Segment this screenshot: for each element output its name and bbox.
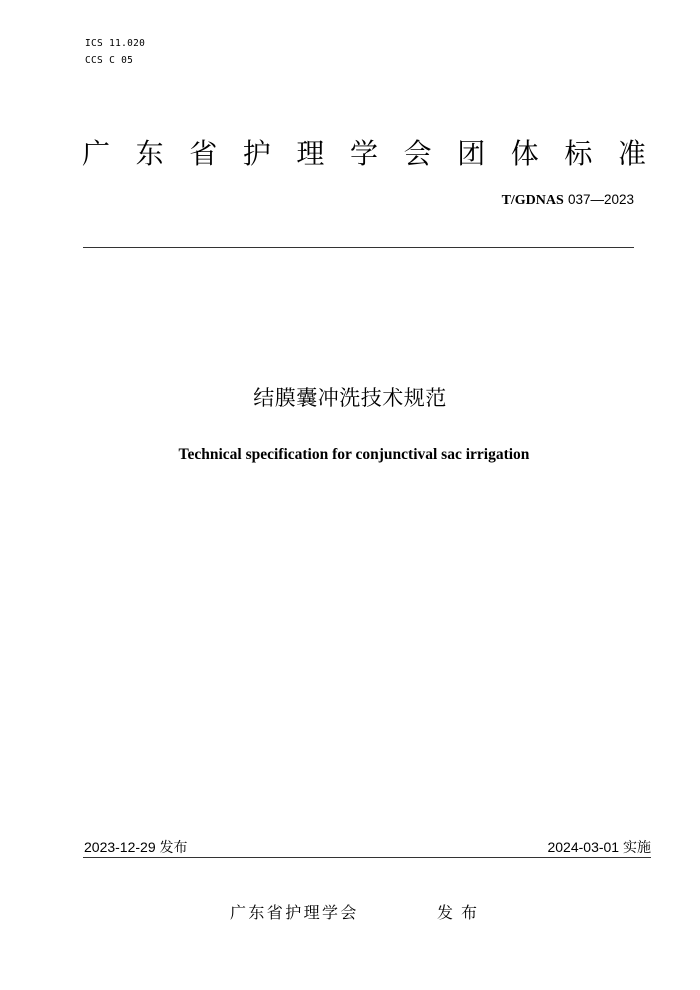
implementation-date: 2024-03-01 <box>547 839 620 855</box>
standard-number-prefix: T/GDNAS <box>501 193 564 208</box>
issue-label: 发布 <box>159 840 188 856</box>
standard-category-title: 广东省护理学会团体标准 <box>82 137 672 170</box>
bottom-divider <box>83 857 651 858</box>
standard-number-value: 037—2023 <box>567 192 634 207</box>
implementation-label: 实施 <box>623 840 651 856</box>
ics-code: ICS 11.020 <box>85 38 146 49</box>
issue-date-line <box>84 838 188 857</box>
implementation-date-line <box>547 838 651 857</box>
publisher-name: 广东省护理学会 <box>230 903 359 922</box>
ccs-code: CCS C 05 <box>85 55 134 66</box>
publish-label: 发布 <box>437 903 486 922</box>
top-divider <box>83 247 634 248</box>
issue-date: 2023-12-29 <box>84 839 156 855</box>
standard-number <box>502 192 634 209</box>
document-title-en: Technical specification for conjunctival sac irrigation <box>178 446 530 463</box>
document-title-zh: 结膜囊冲洗技术规范 <box>253 386 447 410</box>
